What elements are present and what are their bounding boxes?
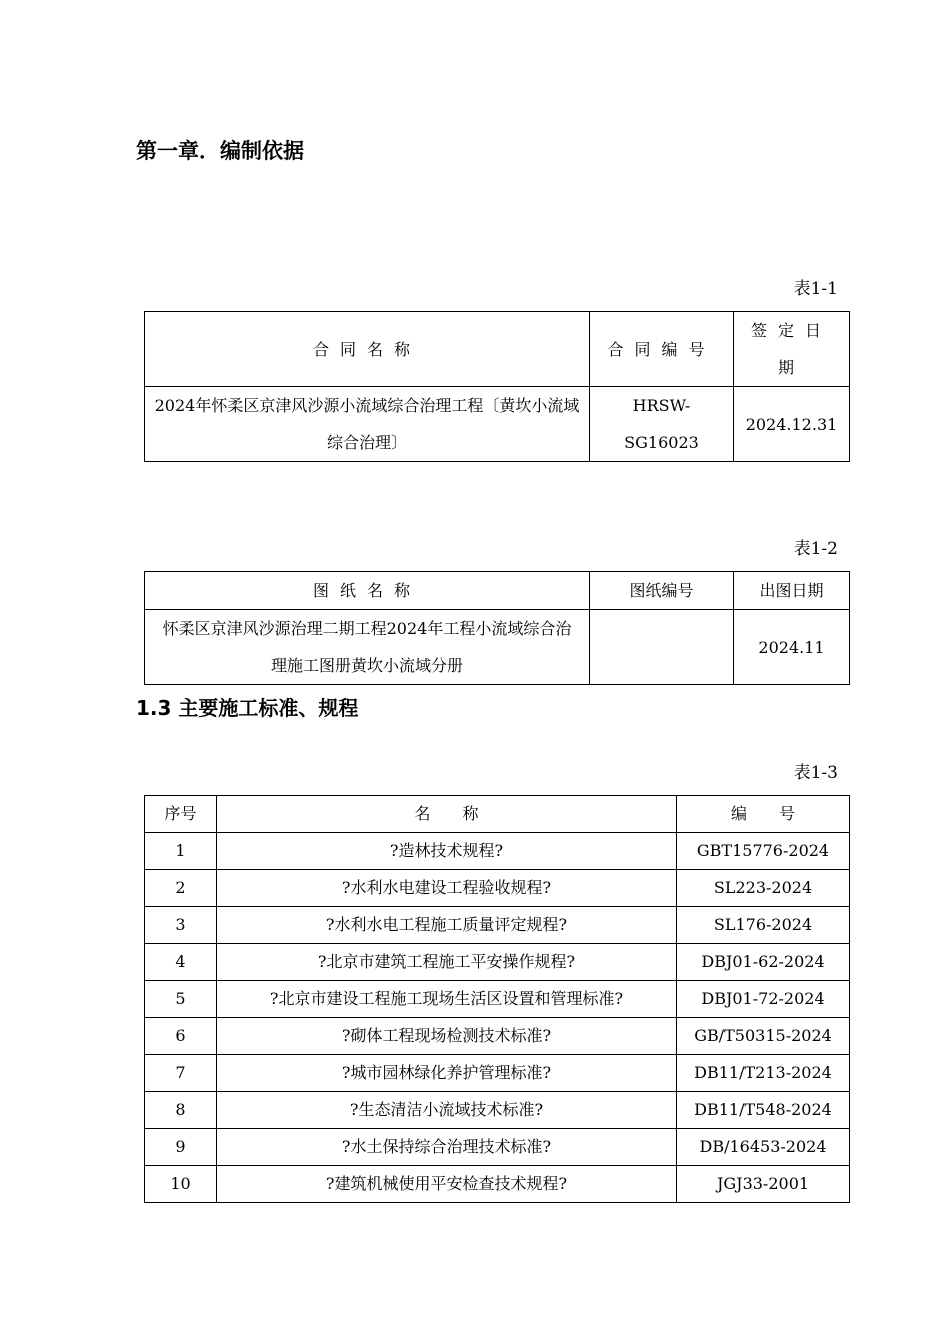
standard-code-cell: DB11/T548-2024 (677, 1092, 850, 1129)
header-standard-name: 名 称 (217, 796, 677, 833)
header-issue-date: 出图日期 (734, 572, 850, 610)
contract-table (144, 311, 850, 462)
header-serial: 序号 (145, 796, 217, 833)
standard-name-cell: ?水利水电工程施工质量评定规程? (217, 907, 677, 944)
serial-cell: 3 (145, 907, 217, 944)
table1-caption: 表1-1 (793, 279, 838, 299)
contract-name-cell: 2024年怀柔区京津风沙源小流域综合治理工程〔黄坎小流域综合治理〕 (145, 387, 590, 462)
serial-cell: 2 (145, 870, 217, 907)
table-row (145, 1092, 850, 1129)
standard-code-cell: DB11/T213-2024 (677, 1055, 850, 1092)
table-row (145, 907, 850, 944)
header-contract-name: 合同名称 (145, 312, 590, 387)
table-header-row (145, 572, 850, 610)
table-row (145, 944, 850, 981)
table-row (145, 610, 850, 685)
table2-caption: 表1-2 (793, 539, 838, 559)
standard-name-cell: ?水利水电建设工程验收规程? (217, 870, 677, 907)
drawing-name-cell: 怀柔区京津风沙源治理二期工程2024年工程小流域综合治理施工图册黄坎小流域分册 (145, 610, 590, 685)
standard-code-cell: DB/16453-2024 (677, 1129, 850, 1166)
table-row (145, 1055, 850, 1092)
standard-code-cell: JGJ33-2001 (677, 1166, 850, 1203)
standard-name-cell: ?水土保持综合治理技术标准? (217, 1129, 677, 1166)
section-title: 1.3 主要施工标准、规程 (136, 696, 359, 720)
drawing-table (144, 571, 850, 685)
sign-date-cell: 2024.12.31 (734, 387, 850, 462)
chapter-title: 第一章．编制依据 (136, 139, 304, 163)
contract-number-cell: HRSW-SG16023 (590, 387, 734, 462)
header-contract-number: 合同编号 (590, 312, 734, 387)
standard-name-cell: ?北京市建筑工程施工平安操作规程? (217, 944, 677, 981)
standard-code-cell: GBT15776-2024 (677, 833, 850, 870)
standard-code-cell: DBJ01-72-2024 (677, 981, 850, 1018)
serial-cell: 10 (145, 1166, 217, 1203)
serial-cell: 7 (145, 1055, 217, 1092)
table-row (145, 1129, 850, 1166)
standard-name-cell: ?造林技术规程? (217, 833, 677, 870)
table-row (145, 1166, 850, 1203)
standard-name-cell: ?生态清洁小流域技术标准? (217, 1092, 677, 1129)
table-row (145, 387, 850, 462)
table-header-row (145, 312, 850, 387)
serial-cell: 8 (145, 1092, 217, 1129)
header-sign-date: 签定日期 (734, 312, 850, 387)
standard-name-cell: ?砌体工程现场检测技术标准? (217, 1018, 677, 1055)
standard-name-cell: ?城市园林绿化养护管理标准? (217, 1055, 677, 1092)
standard-code-cell: GB/T50315-2024 (677, 1018, 850, 1055)
serial-cell: 6 (145, 1018, 217, 1055)
serial-cell: 4 (145, 944, 217, 981)
header-drawing-name: 图纸名称 (145, 572, 590, 610)
standard-code-cell: DBJ01-62-2024 (677, 944, 850, 981)
serial-cell: 1 (145, 833, 217, 870)
serial-cell: 9 (145, 1129, 217, 1166)
standards-table (144, 795, 850, 1203)
table-row (145, 870, 850, 907)
table-row (145, 833, 850, 870)
table-header-row (145, 796, 850, 833)
issue-date-cell: 2024.11 (734, 610, 850, 685)
standard-name-cell: ?建筑机械使用平安检查技术规程? (217, 1166, 677, 1203)
standard-code-cell: SL223-2024 (677, 870, 850, 907)
header-drawing-number: 图纸编号 (590, 572, 734, 610)
header-standard-code: 编 号 (677, 796, 850, 833)
table3-caption: 表1-3 (793, 763, 838, 783)
drawing-number-cell (590, 610, 734, 685)
serial-cell: 5 (145, 981, 217, 1018)
standard-name-cell: ?北京市建设工程施工现场生活区设置和管理标准? (217, 981, 677, 1018)
table-row (145, 1018, 850, 1055)
standard-code-cell: SL176-2024 (677, 907, 850, 944)
table-row (145, 981, 850, 1018)
